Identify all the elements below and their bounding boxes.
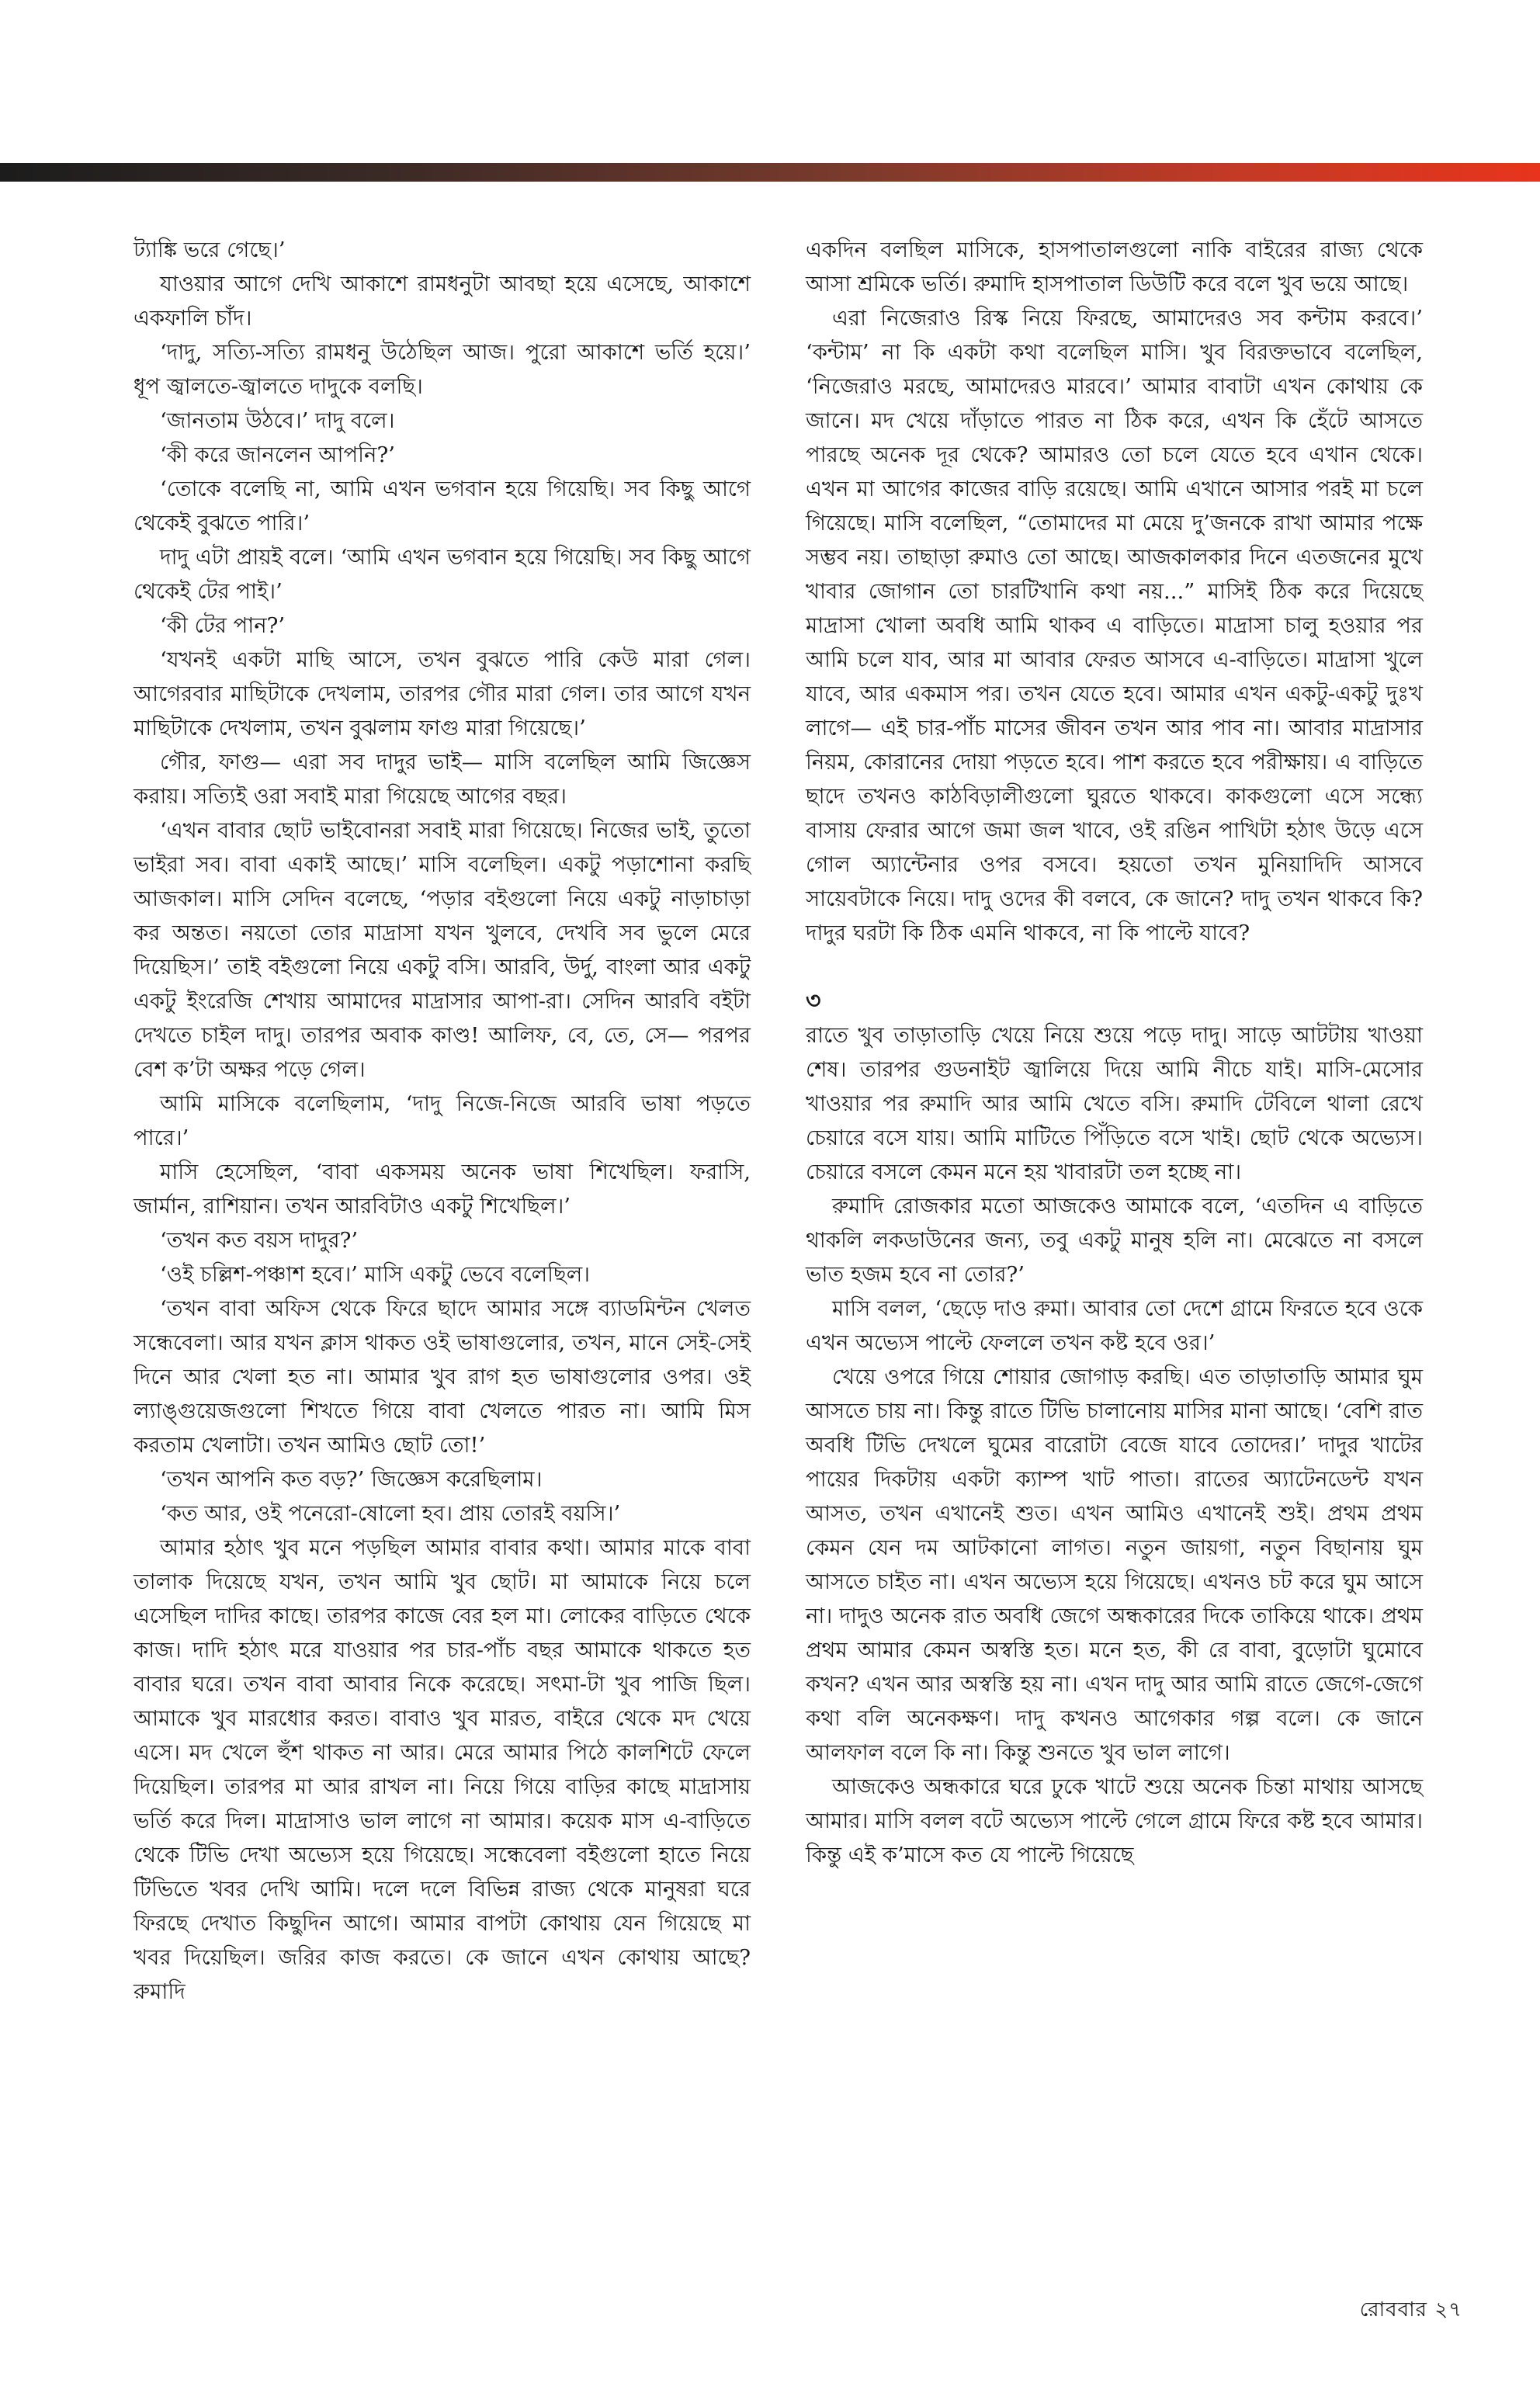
paragraph: রুমাদি রোজকার মতো আজকেও আমাকে বলে, ‘এতদিন এ বাড়িতে থাকলি লকডাউনের জন্য, তবু একটু মানুষ হলি না। মেঝেতে না বসলে ভাত হজম হবে না তোর?’	[806, 1194, 1423, 1287]
paragraph: আমি মাসিকে বলেছিলাম, ‘দাদু নিজে-নিজে আরবি ভাষা পড়তে পারে।’	[134, 1091, 751, 1150]
paragraph: মাসি হেসেছিল, ‘বাবা একসময় অনেক ভাষা শিখেছিল। ফরাসি, জার্মান, রাশিয়ান। তখন আরবিটাও একটু শিখেছিল।’	[134, 1160, 751, 1219]
paragraph: ট্যাঙ্কি ভরে গেছে।’	[134, 238, 286, 262]
header-color-rule	[0, 163, 1540, 182]
paragraph: ‘ওই চল্লিশ-পঞ্চাশ হবে।’ মাসি একটু ভেবে বলেছিল।	[160, 1262, 591, 1287]
left-text-column	[134, 233, 751, 2009]
paragraph: ‘তোকে বলেছি না, আমি এখন ভগবান হয়ে গিয়েছি। সব কিছু আগে থেকেই বুঝতে পারি।’	[134, 477, 751, 536]
paragraph: ‘এখন বাবার ছোট ভাইবোনরা সবাই মারা গিয়েছে। নিজের ভাই, তুতো ভাইরা সব। বাবা একাই আছে।’ মাসি বলেছিল। একটু পড়াশোনা করছি আজকাল। মাসি সেদিন বলেছে, ‘পড়ার বইগুলো নিয়ে একটু নাড়াচাড়া কর অন্তত। নয়তো তোর মাদ্রাসা যখন খুলবে, দেখবি সব ভুলে মেরে দিয়েছিস।’ তাই বইগুলো নিয়ে একটু বসি। আরবি, উর্দু, বাংলা আর একটু একটু ইংরেজি শেখায় আমাদের মাদ্রাসার আপা-রা। সেদিন আরবি বইটা দেখতে চাইল দাদু। তারপর অবাক কাণ্ড! আলিফ, বে, তে, সে— পরপর বেশ ক’টা অক্ষর পড়ে গেল।	[134, 818, 751, 1082]
right-text-column	[806, 233, 1423, 1872]
paragraph: গৌর, ফাগু— এরা সব দাদুর ভাই— মাসি বলেছিল আমি জিজ্ঞেস করায়। সত্যিই ওরা সবাই মারা গিয়েছে আগের বছর।	[134, 750, 751, 809]
section-number: ৩	[806, 987, 821, 1014]
paragraph: ‘কী টের পান?’	[160, 613, 286, 638]
paragraph: ‘যখনই একটা মাছি আসে, তখন বুঝতে পারি কেউ মারা গেল। আগেরবার মাছিটাকে দেখলাম, তারপর গৌর মারা গেল। তার আগে যখন মাছিটাকে দেখলাম, তখন বুঝলাম ফাগু মারা গিয়েছে।’	[134, 647, 751, 740]
paragraph: দাদু এটা প্রায়ই বলে। ‘আমি এখন ভগবান হয়ে গিয়েছি। সব কিছু আগে থেকেই টের পাই।’	[134, 545, 751, 604]
paragraph: ‘কত আর, ওই পনেরো-ষোলো হব। প্রায় তোরই বয়সি।’	[160, 1501, 621, 1526]
paragraph: ‘তখন কত বয়স দাদুর?’	[160, 1228, 359, 1253]
paragraph: ‘কী করে জানলেন আপনি?’	[160, 442, 395, 467]
paragraph: ‘দাদু, সত্যি-সত্যি রামধনু উঠেছিল আজ। পুরো আকাশে ভর্তি হয়ে।’ ধূপ জ্বালতে-জ্বালতে দাদুকে বলছি।	[134, 340, 751, 399]
paragraph: একদিন বলছিল মাসিকে, হাসপাতালগুলো নাকি বাইরের রাজ্য থেকে আসা শ্রমিকে ভর্তি। রুমাদি হাসপাতাল ডিউটি করে বলে খুব ভয়ে আছে।	[806, 238, 1423, 297]
paragraph: মাসি বলল, ‘ছেড়ে দাও রুমা। আবার তো দেশে গ্রামে ফিরতে হবে ওকে এখন অভ্যেস পাল্টে ফেললে তখন কষ্ট হবে ওর।’	[806, 1296, 1423, 1355]
paragraph: খেয়ে ওপরে গিয়ে শোয়ার জোগাড় করছি। এত তাড়াতাড়ি আমার ঘুম আসতে চায় না। কিন্তু রাতে টিভি চালানোয় মাসির মানা আছে। ‘বেশি রাত অবধি টিভি দেখলে ঘুমের বারোটা বেজে যাবে তোদের।’ দাদুর খাটের পায়ের দিকটায় একটা ক্যাম্প খাট পাতা। রাতের অ্যাটেনডেন্ট যখন আসত, তখন এখানেই শুত। এখন আমিও এখানেই শুই। প্রথম প্রথম কেমন যেন দম আটকানো লাগত। নতুন জায়গা, নতুন বিছানায় ঘুম আসতে চাইত না। এখন অভ্যেস হয়ে গিয়েছে। এখনও চট করে ঘুম আসে না। দাদুও অনেক রাত অবধি জেগে অন্ধকারের দিকে তাকিয়ে থাকে। প্রথম প্রথম আমার কেমন অস্বস্তি হত। মনে হত, কী রে বাবা, বুড়োটা ঘুমোবে কখন? এখন আর অস্বস্তি হয় না। এখন দাদু আর আমি রাতে জেগে-জেগে কথা বলি অনেকক্ষণ। দাদু কখনও আগেকার গল্প বলে। কে জানে আলফাল বলে কি না। কিন্তু শুনতে খুব ভাল লাগে।	[806, 1365, 1423, 1765]
paragraph: আমার হঠাৎ খুব মনে পড়ছিল আমার বাবার কথা। আমার মাকে বাবা তালাক দিয়েছে যখন, তখন আমি খুব ছোট। মা আমাকে নিয়ে চলে এসেছিল দাদির কাছে। তারপর কাজে বের হল মা। লোকের বাড়িতে থেকে কাজ। দাদি হঠাৎ মরে যাওয়ার পর চার-পাঁচ বছর আমাকে থাকতে হত বাবার ঘরে। তখন বাবা আবার নিকে করেছে। সৎমা-টা খুব পাজি ছিল। আমাকে খুব মারধোর করত। বাবাও খুব মারত, বাইরে থেকে মদ খেয়ে এসে। মদ খেলে হুঁশ থাকত না আর। মেরে আমার পিঠে কালশিটে ফেলে দিয়েছিল। তারপর মা আর রাখল না। নিয়ে গিয়ে বাড়ির কাছে মাদ্রাসায় ভর্তি করে দিল। মাদ্রাসাও ভাল লাগে না আমার। কয়েক মাস এ-বাড়িতে থেকে টিভি দেখা অভ্যেস হয়ে গিয়েছে। সন্ধেবেলা বইগুলো হাতে নিয়ে টিভিতে খবর দেখি আমি। দলে দলে বিভিন্ন রাজ্য থেকে মানুষরা ঘরে ফিরছে দেখাত কিছুদিন আগে। আমার বাপটা কোথায় যেন গিয়েছে মা খবর দিয়েছিল। জরির কাজ করতে। কে জানে এখন কোথায় আছে? রুমাদি	[134, 1535, 751, 2004]
paragraph: ‘তখন বাবা অফিস থেকে ফিরে ছাদে আমার সঙ্গে ব্যাডমিন্টন খেলত সন্ধেবেলা। আর যখন ক্লাস থাকত ওই ভাষাগুলোর, তখন, মানে সেই-সেই দিনে আর খেলা হত না। আমার খুব রাগ হত ভাষাগুলোর ওপর। ওই ল্যাঙ্গুয়েজগুলো শিখতে গিয়ে বাবা খেলতে পারত না। আমি মিস করতাম খেলাটা। তখন আমিও ছোট তো!’	[134, 1296, 751, 1458]
paragraph: ‘তখন আপনি কত বড়?’ জিজ্ঞেস করেছিলাম।	[160, 1467, 543, 1492]
paragraph: ‘জানতাম উঠবে।’ দাদু বলে।	[160, 408, 395, 433]
paragraph: আজকেও অন্ধকারে ঘরে ঢুকে খাটে শুয়ে অনেক চিন্তা মাথায় আসছে আমার। মাসি বলল বটে অভ্যেস পাল্টে গেলে গ্রামে ফিরে কষ্ট হবে আমার। কিন্তু এই ক’মাসে কত যে পাল্টে গিয়েছে	[806, 1774, 1423, 1868]
paragraph: রাতে খুব তাড়াতাড়ি খেয়ে নিয়ে শুয়ে পড়ে দাদু। সাড়ে আটটায় খাওয়া শেষ। তারপর গুডনাইট জ্বালিয়ে দিয়ে আমি নীচে যাই। মাসি-মেসোর খাওয়ার পর রুমাদি আর আমি খেতে বসি। রুমাদি টেবিলে থালা রেখে চেয়ারে বসে যায়। আমি মাটিতে পিঁড়িতে বসে খাই। ছোট থেকে অভ্যেস। চেয়ারে বসলে কেমন মনে হয় খাবারটা তল হচ্ছে না।	[806, 1023, 1423, 1184]
page-folio: রোববার ২৭	[1359, 2298, 1462, 2322]
paragraph: যাওয়ার আগে দেখি আকাশে রামধনুটা আবছা হয়ে এসেছে, আকাশে একফালি চাঁদ।	[134, 272, 751, 331]
paragraph: এরা নিজেরাও রিস্ক নিয়ে ফিরছে, আমাদেরও সব কন্টাম করবে।’ ‘কন্টাম’ না কি একটা কথা বলেছিল মাসি। খুব বিরক্তভাবে বলেছিল, ‘নিজেরাও মরছে, আমাদেরও মারবে।’ আমার বাবাটা এখন কোথায় কে জানে। মদ খেয়ে দাঁড়াতে পারত না ঠিক করে, এখন কি হেঁটে আসতে পারছে অনেক দূর থেকে? আমারও তো চলে যেতে হবে এখান থেকে। এখন মা আগের কাজের বাড়ি রয়েছে। আমি এখানে আসার পরই মা চলে গিয়েছে। মাসি বলেছিল, “তোমাদের মা মেয়ে দু’জনকে রাখা আমার পক্ষে সম্ভব নয়। তাছাড়া রুমাও তো আছে। আজকালকার দিনে এতজনের মুখে খাবার জোগান তো চারটিখানি কথা নয়...” মাসিই ঠিক করে দিয়েছে মাদ্রাসা খোলা অবধি আমি থাকব এ বাড়িতে। মাদ্রাসা চালু হওয়ার পর আমি চলে যাব, আর মা আবার ফেরত আসবে এ-বাড়িতে। মাদ্রাসা খুলে যাবে, আর একমাস পর। তখন যেতে হবে। আমার এখন একটু-একটু দুঃখ লাগে— এই চার-পাঁচ মাসের জীবন তখন আর পাব না। আবার মাদ্রাসার নিয়ম, কোরানের দোয়া পড়তে হবে। পাশ করতে হবে পরীক্ষায়। এ বাড়িতে ছাদে তখনও কাঠবিড়ালীগুলো ঘুরতে থাকবে। কাকগুলো এসে সন্ধ্যে বাসায় ফেরার আগে জমা জল খাবে, ওই রঙিন পাখিটা হঠাৎ উড়ে এসে গোল অ্যান্টেনার ওপর বসবে। হয়তো তখন মুনিয়াদিদি আসবে সায়েবটাকে নিয়ে। দাদু ওদের কী বলবে, কে জানে? দাদু তখন থাকবে কি? দাদুর ঘরটা কি ঠিক এমনি থাকবে, না কি পাল্টে যাবে?	[806, 306, 1423, 945]
